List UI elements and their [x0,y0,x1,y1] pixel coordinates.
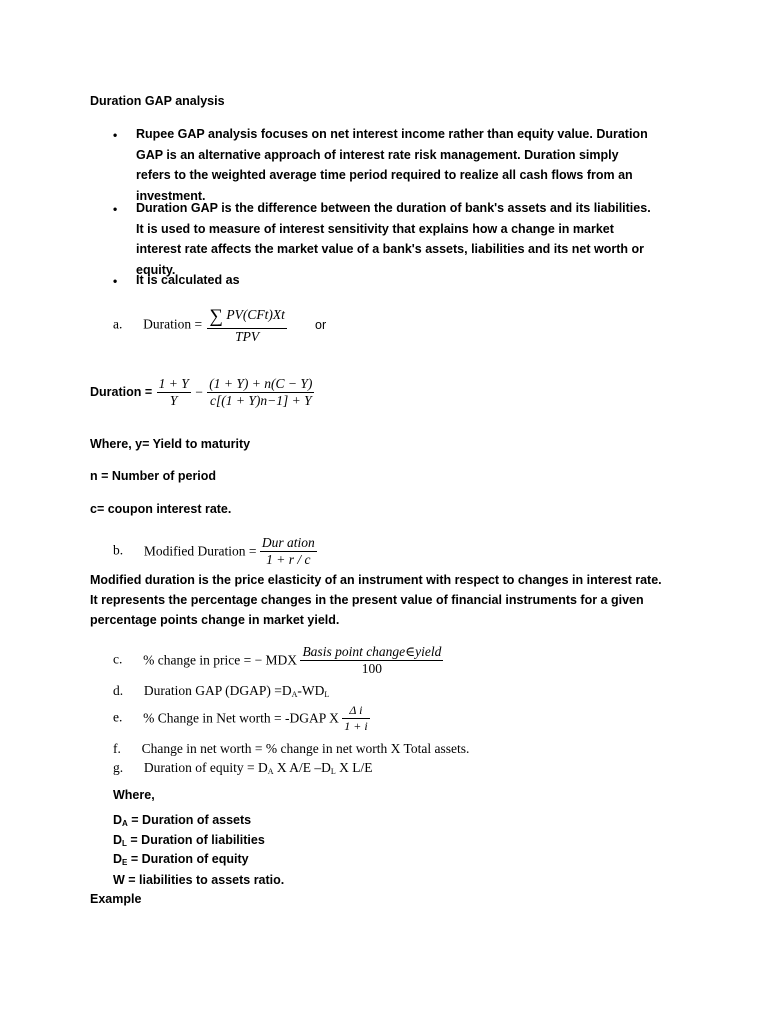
sigma-symbol: ∑ [209,306,224,327]
bullet-marker: • [113,274,118,288]
formula-b [113,535,317,568]
fraction-numerator: (1 + Y) + n(C − Y) [209,376,313,391]
fraction-denominator: 1 + i [344,719,368,733]
formula-c [113,644,443,677]
formula-marker: c. [113,651,123,667]
example-label: Example [90,892,142,906]
formula-marker: a. [113,316,123,332]
subscript: L [324,690,330,699]
formula-fraction [342,703,369,734]
formula-text: Duration GAP (DGAP) =D [143,683,292,698]
bullet-text-3: It is calculated as [136,273,240,287]
fraction-numerator: 1 + Y [158,376,189,391]
formula-marker: g. [113,760,124,775]
formula-numerator: PV(CFt)Xt [226,307,285,322]
legend-symbol: D [113,833,123,847]
definition-n: n = Number of period [90,469,217,483]
legend-symbol: D [113,813,123,827]
legend-text: = Duration of assets [127,813,252,827]
bullet-text-2: Duration GAP is the difference between the duration of bank's assets and its liabilities. It is used to measure of interest sensitivity that explains how a change in market interest rate affects the market value of a bank's assets, liabilities and its net worth or equity. [136,201,651,277]
formula-denominator: TPV [235,329,260,344]
modified-duration-paragraph: Modified duration is the price elasticity of an instrument with respect to changes in interest rate. It represents the percentage changes in the present value of financial instruments for a given percentage points change in market yield. [90,573,662,627]
formula-fraction [207,306,286,345]
bullet-marker: • [113,202,118,216]
where-label: Where, [113,788,155,802]
formula-text: Change in net worth = % change in net worth X Total assets. [141,741,470,756]
formula-lhs: Duration = [143,316,203,332]
subscript: A [267,767,274,776]
minus-sign: − [195,384,203,400]
fraction-denominator: 100 [361,661,383,676]
formula-g [113,760,373,776]
formula-text: -WD [297,683,325,698]
formula-f [113,741,469,757]
formula-a [113,306,287,345]
bullet-marker: • [113,128,118,142]
fraction-numerator: Δ i [342,703,369,719]
formula-marker: f. [113,741,121,756]
formula-alt [90,376,314,409]
subscript: L [122,839,127,848]
fraction-denominator: Y [169,393,178,408]
formula-e [113,703,370,734]
formula-fraction [300,644,443,677]
bullet-text-1: Rupee GAP analysis focuses on net interest income rather than equity value. Duration GAP is an alternative approach of interest rate risk management. Duration simply refers to the weighted average time period required to realize all cash flows from an investment. [136,127,648,203]
formula-d [113,683,329,699]
formula-lhs: % Change in Net worth = -DGAP X [143,710,339,726]
formula-marker: d. [113,683,124,698]
formula-alt-fraction-1 [157,376,191,409]
fraction-denominator: c[(1 + Y)n−1] + Y [210,393,312,408]
subscript: L [330,767,336,776]
formula-marker: b. [113,542,124,558]
legend-symbol: D [113,852,123,866]
legend-item-w [113,871,284,891]
formula-text: X L/E [335,760,373,775]
formula-marker: e. [113,709,123,725]
legend-text: = Duration of equity [127,852,249,866]
formula-alt-label: Duration = [90,384,153,399]
definition-c: c= coupon interest rate. [90,502,232,516]
subscript: A [122,819,128,828]
legend-text: = Duration of liabilities [126,833,265,847]
definition-y: Where, y= Yield to maturity [90,437,251,451]
legend-text: = liabilities to assets ratio. [124,873,285,887]
formula-lhs: % change in price = − MDX [143,652,298,668]
section-heading: Duration GAP analysis [90,94,225,108]
formula-fraction [260,535,317,568]
formula-text: X A/E –D [273,760,331,775]
fraction-numerator: Dur ation [261,535,315,550]
subscript: A [291,690,298,699]
or-text: or [315,318,327,332]
legend-symbol: W [113,873,125,887]
formula-text: Duration of equity = D [143,760,268,775]
formula-lhs: Modified Duration = [143,543,257,559]
fraction-denominator: 1 + r / c [266,552,311,567]
legend-item-de [113,850,249,873]
fraction-numerator: Basis point change∈yield [302,644,442,659]
subscript: E [122,858,128,867]
formula-alt-fraction-2 [207,376,314,409]
